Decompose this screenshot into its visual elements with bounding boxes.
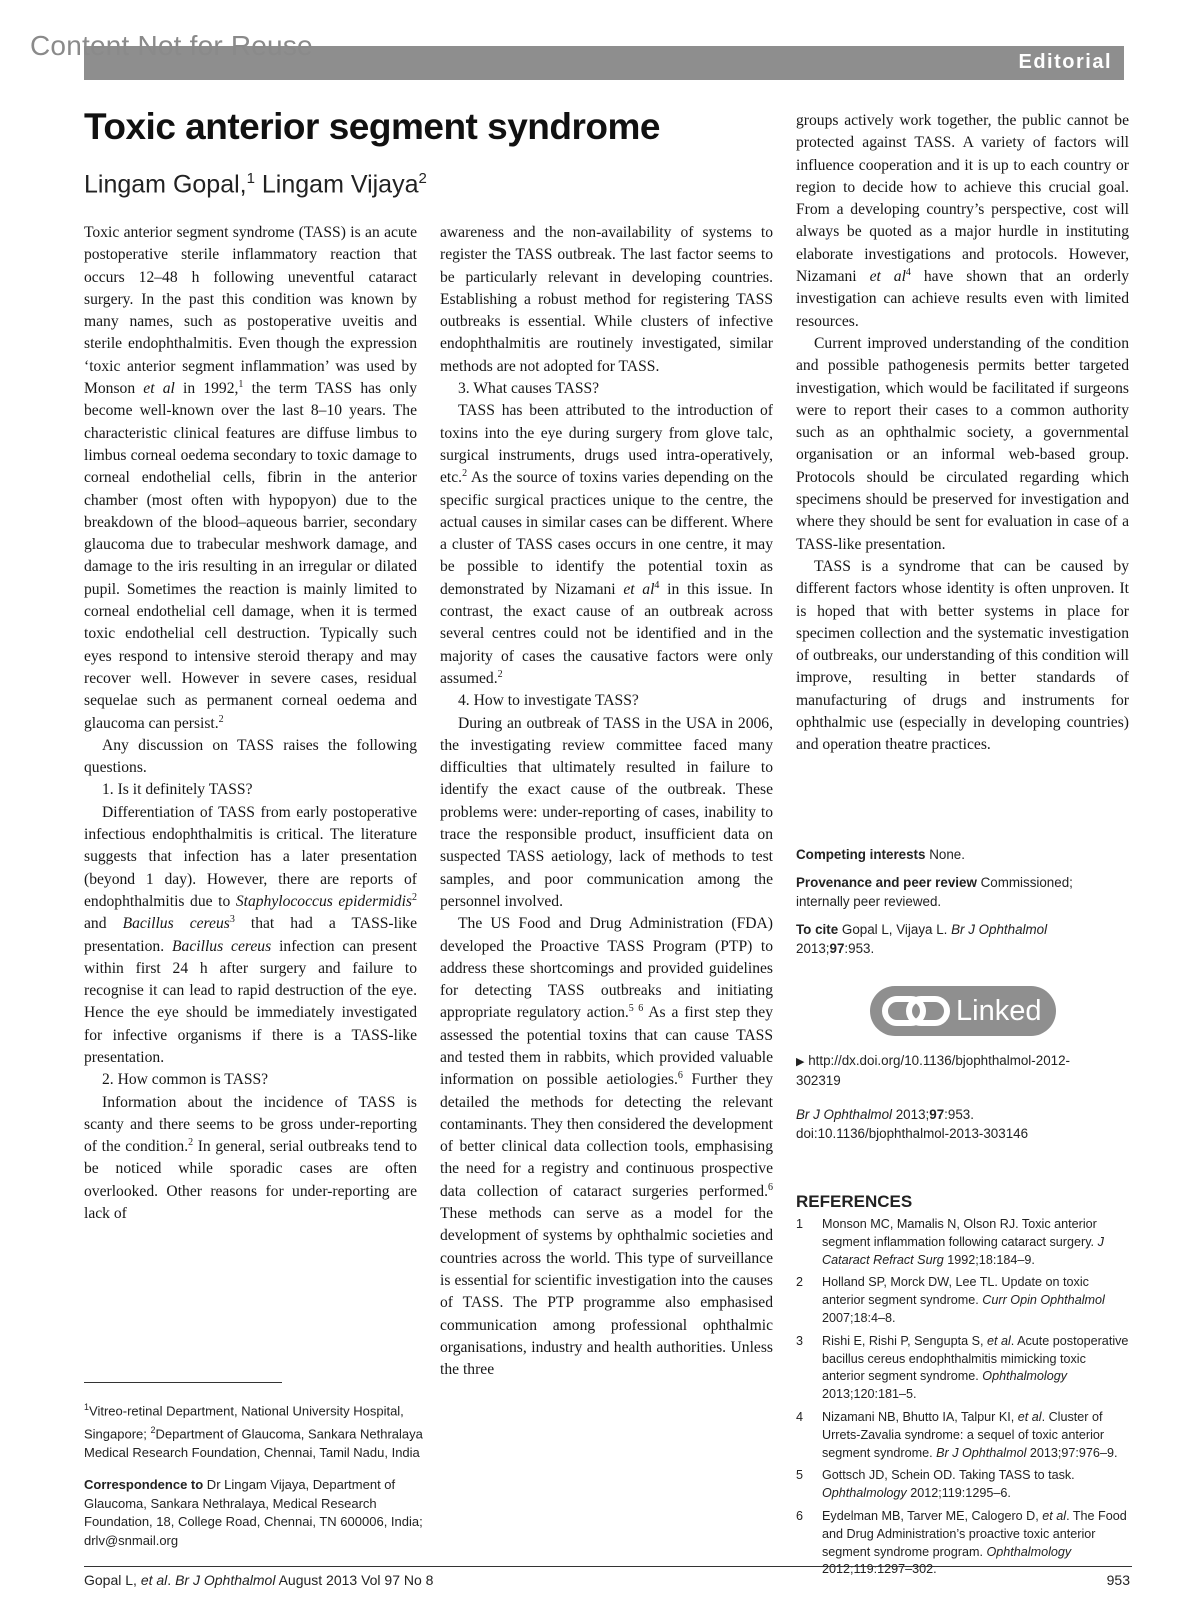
citation[interactable]: 4 [654,579,660,591]
citation[interactable]: 2 [188,1136,194,1148]
question-heading: 1. Is it definitely TASS? [102,781,253,799]
author-1-affil: 1 [246,170,255,187]
reference-item: 3 Rishi E, Rishi P, Sengupta S, et al. Acute postoperative bacillus cereus endophthalmitis mimicking toxic anterior segment syndrome. Ophthalmology 2013;120:181–5. [796,1333,1129,1402]
author-1: Lingam Gopal, [84,170,247,199]
citation[interactable]: 6 [677,1070,683,1082]
reference-item: 6 Eydelman MB, Tarver ME, Calogero D, et al. The Food and Drug Administration’s proactive toxic anterior segment syndrome program. Ophthalmology 2012;119:1297–302. [796,1508,1127,1577]
provenance: Provenance and peer review Commissioned; internally peer reviewed. [796,875,1073,909]
citation[interactable]: 2 [462,468,468,480]
citation[interactable]: 4 [905,266,911,278]
references-heading: REFERENCES [796,1192,913,1211]
paragraph: Information about the incidence of TASS is scanty and there seems to be gross under-reporting of the condition.$^2$ In general, serial outbreaks tend to be noticed while sporadic cases are often overlooked. Other reasons for under-reporting are lack of [84,1093,418,1223]
journal-citation: Br J Ophthalmol 2013;97:953. doi:10.1136/bjophthalmol-2013-303146 [796,1107,1029,1141]
watermark: Content Not for Reuse [30,30,313,61]
running-footer: Gopal L, et al. Br J Ophthalmol August 2013 Vol 97 No 8 [84,1572,434,1588]
paragraph: TASS is a syndrome that can be caused by different factors whose identity is often unproven. It is hoped that with better systems in place for specimen collection and the systematic investigation of outbreaks, our understanding of this condition will improve, resulting in better standards of manufacturing of drugs and instruments for ophthalmic use (especially in developing countries) and operation theatre practices. [796,557,1129,754]
footnote-divider [84,1382,282,1383]
citation[interactable]: 2 [497,668,503,680]
paragraph: Differentiation of TASS from early postoperative infectious endophthalmitis is critical. The literature suggests that infection has a later presentation (beyond 1 day). However, there are reports of endophthalmitis due to Staphylococcus epidermidis$^2$ and Bacillus cereus$^3$ that had a TASS-like presentation. Bacillus cereus infection can present within first 24 h after surgery and failure to recognise it can lead to rapid destruction of the eye. Hence the eye should be immediately investigated for infective organisms if there is a TASS-like presentation. [84,803,418,1066]
paragraph: TASS has been attributed to the introduction of toxins into the eye during surgery from glove talc, surgical instruments, drugs used intra-operatively, etc.$^2$ As the source of toxins varies depending on the specific surgical practices unique to the centre, the actual causes in similar cases can be different. Where a cluster of TASS cases occurs in one centre, it may be possible to identify the potential toxin as demonstrated by Nizamani et $al^4$ in this issue. In contrast, the exact cause of an outbreak across several centres could not be identified and in the majority of cases the causative factors were only assumed.$^2$ [440,402,773,687]
affiliations: $^1$Vitreo-retinal Department, National University Hospital, Singapore; $^2$Department of Glaucoma, Sankara Nethralaya Medical Research Foundation, Chennai, Tamil Nadu, India [84,1402,423,1460]
column-2 [440,222,773,1381]
section-label: Editorial [1018,51,1112,73]
doi[interactable]: doi:10.1136/bjophthalmol-2013-303146 [796,1125,1029,1141]
reference-item: 2 Holland SP, Morck DW, Lee TL. Update on toxic anterior segment syndrome. Curr Opin Ophthalmol 2007;18:4–8. [796,1275,1105,1325]
chain-link-icon [882,994,950,1028]
column-1 [84,222,417,1225]
citation[interactable]: 1 [238,378,244,390]
paragraph: Any discussion on TASS raises the following questions. [84,736,417,777]
question-heading: 2. How common is TASS? [102,1071,269,1089]
paragraph: awareness and the non-availability of systems to register the TASS outbreak. The last factor seems to be particularly relevant in developing countries. Establishing a robust method for registering TASS outbreaks is essential. While clusters of infective endophthalmitis are routinely investigated, similar methods are not adopted for TASS. [440,224,773,375]
author-2-affil: 2 [418,170,427,187]
question-heading: 4. How to investigate TASS? [458,692,639,710]
citation[interactable]: 3 [229,914,235,926]
correspondence: Correspondence to Dr Lingam Vijaya, Department of Glaucoma, Sankara Nethralaya, Medical Research Foundation, 18, College Road, Chennai, TN 600006, India; drlv@snmail.org [84,1477,423,1548]
citation[interactable]: 6 [768,1181,773,1193]
paragraph: During an outbreak of TASS in the USA in 2006, the investigating review committee faced many difficulties that ultimately resulted in failure to identify the exact cause of the outbreak. These problems were: under-reporting of cases, inability to trace the responsible product, insufficient data on suspected TASS aetiology, lack of methods to test samples, and poor communication among the personnel involved. [440,714,773,910]
competing-interests: Competing interests None. [796,847,965,862]
paragraph: groups actively work together, the public cannot be protected against TASS. A variety of factors will influence cooperation and it is up to each country or region to decide how to achieve this crucial goal. From a developing country’s perspective, cost will always be quoted as a major hurdle in instituting elaborate investigations and protocols. However, Nizamani et $al^4$ have shown that an orderly investigation can achieve results even with limited resources. [796,112,1129,330]
authors [84,170,427,199]
article-title: Toxic anterior segment syndrome [84,106,660,147]
column-3 [796,110,1129,757]
arrow-icon: ▶ [796,1056,805,1068]
linked-article-link[interactable]: ▶ http://dx.doi.org/10.1136/bjophthalmol-2012-302319 [796,1053,1070,1088]
to-cite: To cite Gopal L, Vijaya L. Br J Ophthalmol 2013;97:953. [796,922,1048,956]
reference-item: 4 Nizamani NB, Bhutto IA, Talpur KI, et al. Cluster of Urrets-Zavalia syndrome: a sequel of toxic anterior segment syndrome. Br J Ophthalmol 2013;97:976–9. [796,1409,1118,1460]
author-2: Lingam Vijaya [261,170,419,199]
page-number: 953 [1106,1572,1130,1588]
paragraph: Current improved understanding of the condition and possible pathogenesis permits better targeted investigation, which would be facilitated if surgeons were to report their cases to a common authority such as an ophthalmic society, a governmental organisation or an informal web-based group. Protocols should be circulated regarding which specimens should be preserved for investigation and where they should be sent for evaluation in case of a TASS-like presentation. [796,334,1129,553]
reference-list [796,1216,1131,1584]
citation[interactable]: 2 [412,891,417,903]
footer-divider [84,1566,1132,1567]
linked-label: Linked [956,994,1042,1027]
citation[interactable]: 2 [218,713,224,725]
reference-item: 5 Gottsch JD, Schein OD. Taking TASS to task. Ophthalmology 2012;119:1295–6. [796,1468,1075,1501]
linked-badge[interactable] [870,986,1056,1036]
citation[interactable]: 5 6 [628,1003,644,1015]
paragraph: Toxic anterior segment syndrome (TASS) is an acute postoperative sterile inflammatory reaction that occurs 12–48 h following uneventful cataract surgery. In the past this condition was known by many names, such as postoperative uveitis and sterile endophthalmitis. Even though the expression ‘toxic anterior segment inflammation’ was used by Monson et al in 1992,$^1$ the term TASS has only become well-known over the last 8–10 years. The characteristic clinical features are diffuse limbus to limbus corneal oedema secondary to toxic damage to corneal endothelial cells, fibrin in the anterior chamber (most often with hypopyon) due to the breakdown of the blood–aqueous barrier, secondary glaucoma due to trabecular meshwork damage, and damage to the iris resulting in an irregular or dilated pupil. Sometimes the reaction is mainly limited to corneal endothelial cell damage, when it is termed toxic endothelial cell destruction. Typically such eyes respond to intensive steroid therapy and may recover well. However in severe cases, residual sequelae such as permanent corneal oedema and glaucoma can persist.$^2$ [84,224,417,732]
paragraph: The US Food and Drug Administration (FDA) developed the Proactive TASS Program (PTP) to address these shortcomings and provided guidelines for detecting TASS outbreaks and initiating appropriate regulatory action.$^{5 6}$ As a first step they assessed the potential toxins that can cause TASS and tested them in rabbits, which provided valuable information on possible aetiologies.$^6$ Further they detailed the methods for detecting the relevant contaminants. They then considered the development of better clinical data collection tools, emphasising the need for a registry and continuous prospective data collection of cataract surgeries performed.$^6$ These methods can serve as a model for the development of systems by ophthalmic societies and countries across the world. This type of surveillance is essential for scientific investigation into the causes of TASS. The PTP programme also emphasised communication among professional ophthalmic organisations, industry and health authorities. Unless the three [440,915,774,1379]
reference-item: 1 Monson MC, Mamalis N, Olson RJ. Toxic anterior segment inflammation following cataract surgery. J Cataract Refract Surg 1992;18:184–9. [796,1217,1104,1267]
question-heading: 3. What causes TASS? [458,380,600,398]
